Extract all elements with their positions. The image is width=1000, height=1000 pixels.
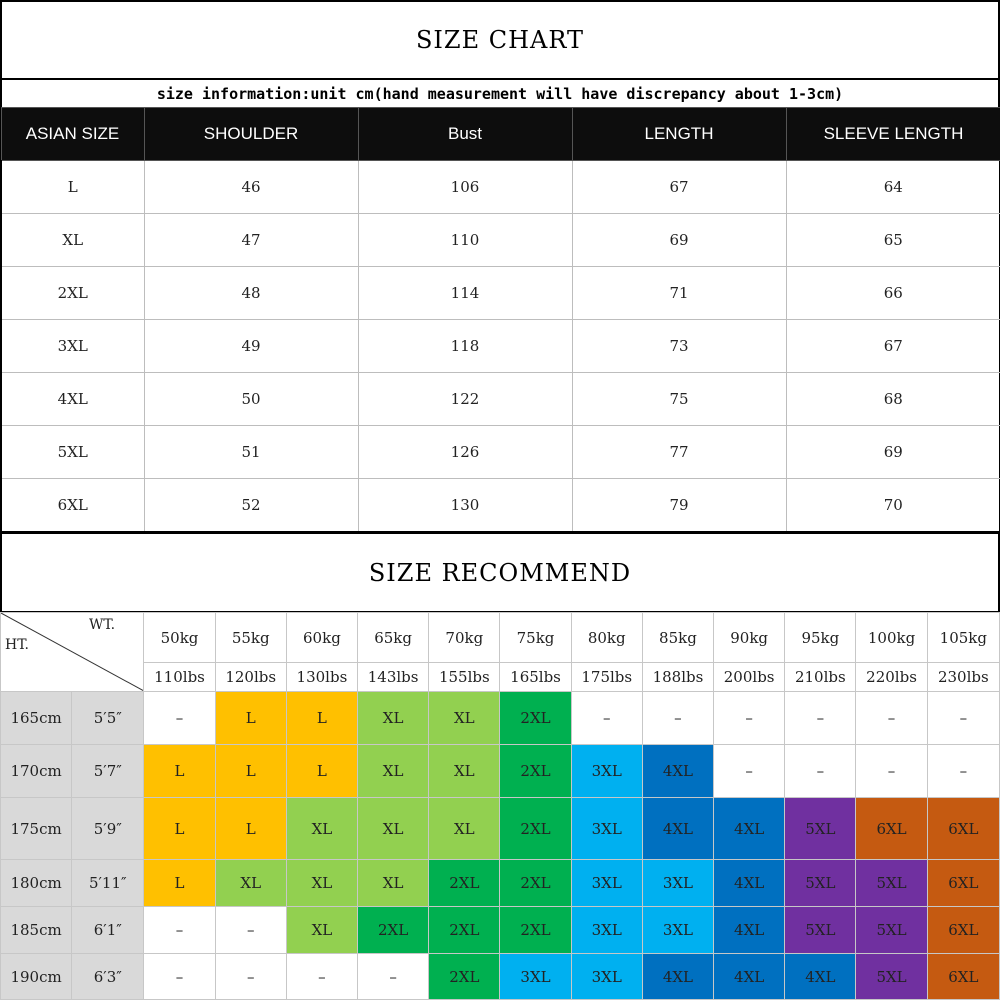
cell-asian-size: 2XL [1, 267, 144, 320]
cell-asian-size: L [1, 161, 144, 214]
header-asian-size: ASIAN SIZE [1, 108, 144, 161]
cell-shoulder: 49 [144, 320, 358, 373]
cell-bust: 114 [358, 267, 572, 320]
cell-bust: 126 [358, 426, 572, 479]
cell-shoulder: 51 [144, 426, 358, 479]
recommended-size-cell: – [571, 692, 642, 745]
weight-kg-cell: 105kg [927, 613, 999, 663]
weight-kg-cell: 85kg [642, 613, 713, 663]
cell-sleeve-length: 66 [786, 267, 1000, 320]
weight-kg-cell: 90kg [714, 613, 785, 663]
height-row [1, 798, 1000, 860]
recommended-size-cell: XL [429, 745, 500, 798]
corner-wt-label: WT. [89, 617, 116, 633]
header-shoulder: SHOULDER [144, 108, 358, 161]
recommended-size-cell: 4XL [642, 798, 713, 860]
cell-shoulder: 46 [144, 161, 358, 214]
weight-kg-row [1, 613, 1000, 663]
height-cm-cell: 185cm [1, 907, 72, 954]
cell-asian-size: XL [1, 214, 144, 267]
weight-kg-cell: 95kg [785, 613, 856, 663]
size-recommend-title: SIZE RECOMMEND [0, 532, 1000, 612]
recommended-size-cell: 2XL [429, 954, 500, 1000]
recommended-size-cell: 6XL [927, 907, 999, 954]
header-sleeve-length: SLEEVE LENGTH [786, 108, 1000, 161]
height-ft-cell: 5′9″ [72, 798, 144, 860]
recommended-size-cell: 5XL [785, 860, 856, 907]
height-row [1, 860, 1000, 907]
recommended-size-cell: – [785, 692, 856, 745]
weight-lbs-cell: 220lbs [856, 663, 927, 692]
recommended-size-cell: 2XL [500, 798, 571, 860]
recommended-size-cell: 2XL [429, 860, 500, 907]
size-info-note: size information:unit cm(hand measurement will have discrepancy about 1-3cm) [0, 80, 1000, 107]
recommended-size-cell: 3XL [642, 860, 713, 907]
recommended-size-cell: – [286, 954, 357, 1000]
recommended-size-cell: 3XL [571, 798, 642, 860]
cell-sleeve-length: 65 [786, 214, 1000, 267]
size-chart-row [1, 320, 1000, 373]
recommended-size-cell: XL [215, 860, 286, 907]
weight-lbs-row [1, 663, 1000, 692]
recommended-size-cell: 5XL [785, 798, 856, 860]
size-chart-row [1, 214, 1000, 267]
recommended-size-cell: – [927, 745, 999, 798]
recommended-size-cell: 3XL [500, 954, 571, 1000]
recommended-size-cell: 4XL [714, 860, 785, 907]
cell-sleeve-length: 70 [786, 479, 1000, 533]
recommended-size-cell: – [144, 692, 215, 745]
height-ft-cell: 6′3″ [72, 954, 144, 1000]
cell-length: 75 [572, 373, 786, 426]
weight-lbs-cell: 120lbs [215, 663, 286, 692]
recommended-size-cell: 3XL [571, 860, 642, 907]
cell-asian-size: 3XL [1, 320, 144, 373]
recommended-size-cell: L [286, 745, 357, 798]
height-cm-cell: 175cm [1, 798, 72, 860]
recommended-size-cell: 3XL [571, 745, 642, 798]
height-ft-cell: 5′7″ [72, 745, 144, 798]
size-recommend-table [0, 612, 1000, 1000]
ht-wt-corner [1, 613, 144, 692]
recommended-size-cell: L [215, 798, 286, 860]
recommended-size-cell: 5XL [856, 907, 927, 954]
cell-asian-size: 4XL [1, 373, 144, 426]
recommended-size-cell: – [144, 954, 215, 1000]
recommended-size-cell: 6XL [927, 798, 999, 860]
recommended-size-cell: – [358, 954, 429, 1000]
weight-lbs-cell: 230lbs [927, 663, 999, 692]
weight-lbs-cell: 155lbs [429, 663, 500, 692]
recommended-size-cell: – [927, 692, 999, 745]
height-row [1, 954, 1000, 1000]
recommended-size-cell: L [286, 692, 357, 745]
cell-shoulder: 48 [144, 267, 358, 320]
recommended-size-cell: 2XL [500, 692, 571, 745]
size-chart-table [0, 107, 1000, 533]
recommended-size-cell: XL [429, 798, 500, 860]
recommended-size-cell: 6XL [927, 954, 999, 1000]
weight-kg-cell: 100kg [856, 613, 927, 663]
weight-lbs-cell: 200lbs [714, 663, 785, 692]
cell-bust: 130 [358, 479, 572, 533]
recommended-size-cell: 3XL [571, 907, 642, 954]
header-bust: Bust [358, 108, 572, 161]
recommended-size-cell: – [215, 954, 286, 1000]
recommended-size-cell: – [714, 692, 785, 745]
recommended-size-cell: 6XL [927, 860, 999, 907]
size-chart-header-row [1, 108, 1000, 161]
weight-lbs-cell: 210lbs [785, 663, 856, 692]
recommended-size-cell: XL [358, 860, 429, 907]
height-ft-cell: 5′11″ [72, 860, 144, 907]
size-chart-row [1, 373, 1000, 426]
recommended-size-cell: XL [358, 798, 429, 860]
recommended-size-cell: L [144, 798, 215, 860]
recommended-size-cell: XL [429, 692, 500, 745]
weight-lbs-cell: 165lbs [500, 663, 571, 692]
cell-asian-size: 6XL [1, 479, 144, 533]
weight-kg-cell: 60kg [286, 613, 357, 663]
recommended-size-cell: XL [286, 907, 357, 954]
recommended-size-cell: 5XL [785, 907, 856, 954]
recommended-size-cell: – [856, 692, 927, 745]
weight-lbs-cell: 110lbs [144, 663, 215, 692]
size-chart-row [1, 426, 1000, 479]
height-ft-cell: 5′5″ [72, 692, 144, 745]
cell-sleeve-length: 68 [786, 373, 1000, 426]
cell-shoulder: 52 [144, 479, 358, 533]
recommended-size-cell: 6XL [856, 798, 927, 860]
recommended-size-cell: – [785, 745, 856, 798]
recommended-size-cell: 4XL [714, 907, 785, 954]
height-row [1, 907, 1000, 954]
recommended-size-cell: 4XL [785, 954, 856, 1000]
recommended-size-cell: 2XL [358, 907, 429, 954]
cell-length: 67 [572, 161, 786, 214]
recommended-size-cell: 2XL [429, 907, 500, 954]
recommended-size-cell: XL [286, 860, 357, 907]
height-cm-cell: 180cm [1, 860, 72, 907]
recommended-size-cell: XL [286, 798, 357, 860]
recommended-size-cell: XL [358, 692, 429, 745]
cell-shoulder: 47 [144, 214, 358, 267]
recommended-size-cell: 3XL [642, 907, 713, 954]
recommended-size-cell: XL [358, 745, 429, 798]
cell-length: 71 [572, 267, 786, 320]
weight-kg-cell: 75kg [500, 613, 571, 663]
cell-length: 79 [572, 479, 786, 533]
corner-ht-label: HT. [5, 637, 29, 653]
height-cm-cell: 190cm [1, 954, 72, 1000]
recommended-size-cell: – [856, 745, 927, 798]
cell-sleeve-length: 64 [786, 161, 1000, 214]
weight-kg-cell: 70kg [429, 613, 500, 663]
cell-bust: 118 [358, 320, 572, 373]
recommended-size-cell: 4XL [714, 798, 785, 860]
weight-lbs-cell: 143lbs [358, 663, 429, 692]
size-chart-row [1, 161, 1000, 214]
recommended-size-cell: 4XL [714, 954, 785, 1000]
weight-kg-cell: 80kg [571, 613, 642, 663]
recommended-size-cell: – [642, 692, 713, 745]
cell-length: 69 [572, 214, 786, 267]
cell-length: 73 [572, 320, 786, 373]
cell-shoulder: 50 [144, 373, 358, 426]
recommended-size-cell: L [215, 745, 286, 798]
cell-sleeve-length: 67 [786, 320, 1000, 373]
cell-bust: 122 [358, 373, 572, 426]
recommended-size-cell: – [215, 907, 286, 954]
size-chart-row [1, 267, 1000, 320]
height-row [1, 745, 1000, 798]
height-cm-cell: 170cm [1, 745, 72, 798]
weight-kg-cell: 50kg [144, 613, 215, 663]
recommended-size-cell: – [144, 907, 215, 954]
recommended-size-cell: 3XL [571, 954, 642, 1000]
height-row [1, 692, 1000, 745]
cell-sleeve-length: 69 [786, 426, 1000, 479]
cell-bust: 106 [358, 161, 572, 214]
weight-lbs-cell: 175lbs [571, 663, 642, 692]
cell-bust: 110 [358, 214, 572, 267]
recommended-size-cell: L [144, 745, 215, 798]
cell-asian-size: 5XL [1, 426, 144, 479]
cell-length: 77 [572, 426, 786, 479]
size-chart-title: SIZE CHART [0, 0, 1000, 80]
recommended-size-cell: 4XL [642, 954, 713, 1000]
recommended-size-cell: 4XL [642, 745, 713, 798]
recommended-size-cell: – [714, 745, 785, 798]
weight-kg-cell: 65kg [358, 613, 429, 663]
header-length: LENGTH [572, 108, 786, 161]
recommended-size-cell: 2XL [500, 745, 571, 798]
height-ft-cell: 6′1″ [72, 907, 144, 954]
recommended-size-cell: 5XL [856, 860, 927, 907]
weight-kg-cell: 55kg [215, 613, 286, 663]
size-chart-row [1, 479, 1000, 533]
recommended-size-cell: 2XL [500, 860, 571, 907]
recommended-size-cell: 5XL [856, 954, 927, 1000]
weight-lbs-cell: 130lbs [286, 663, 357, 692]
recommended-size-cell: L [215, 692, 286, 745]
height-cm-cell: 165cm [1, 692, 72, 745]
weight-lbs-cell: 188lbs [642, 663, 713, 692]
recommended-size-cell: L [144, 860, 215, 907]
recommended-size-cell: 2XL [500, 907, 571, 954]
